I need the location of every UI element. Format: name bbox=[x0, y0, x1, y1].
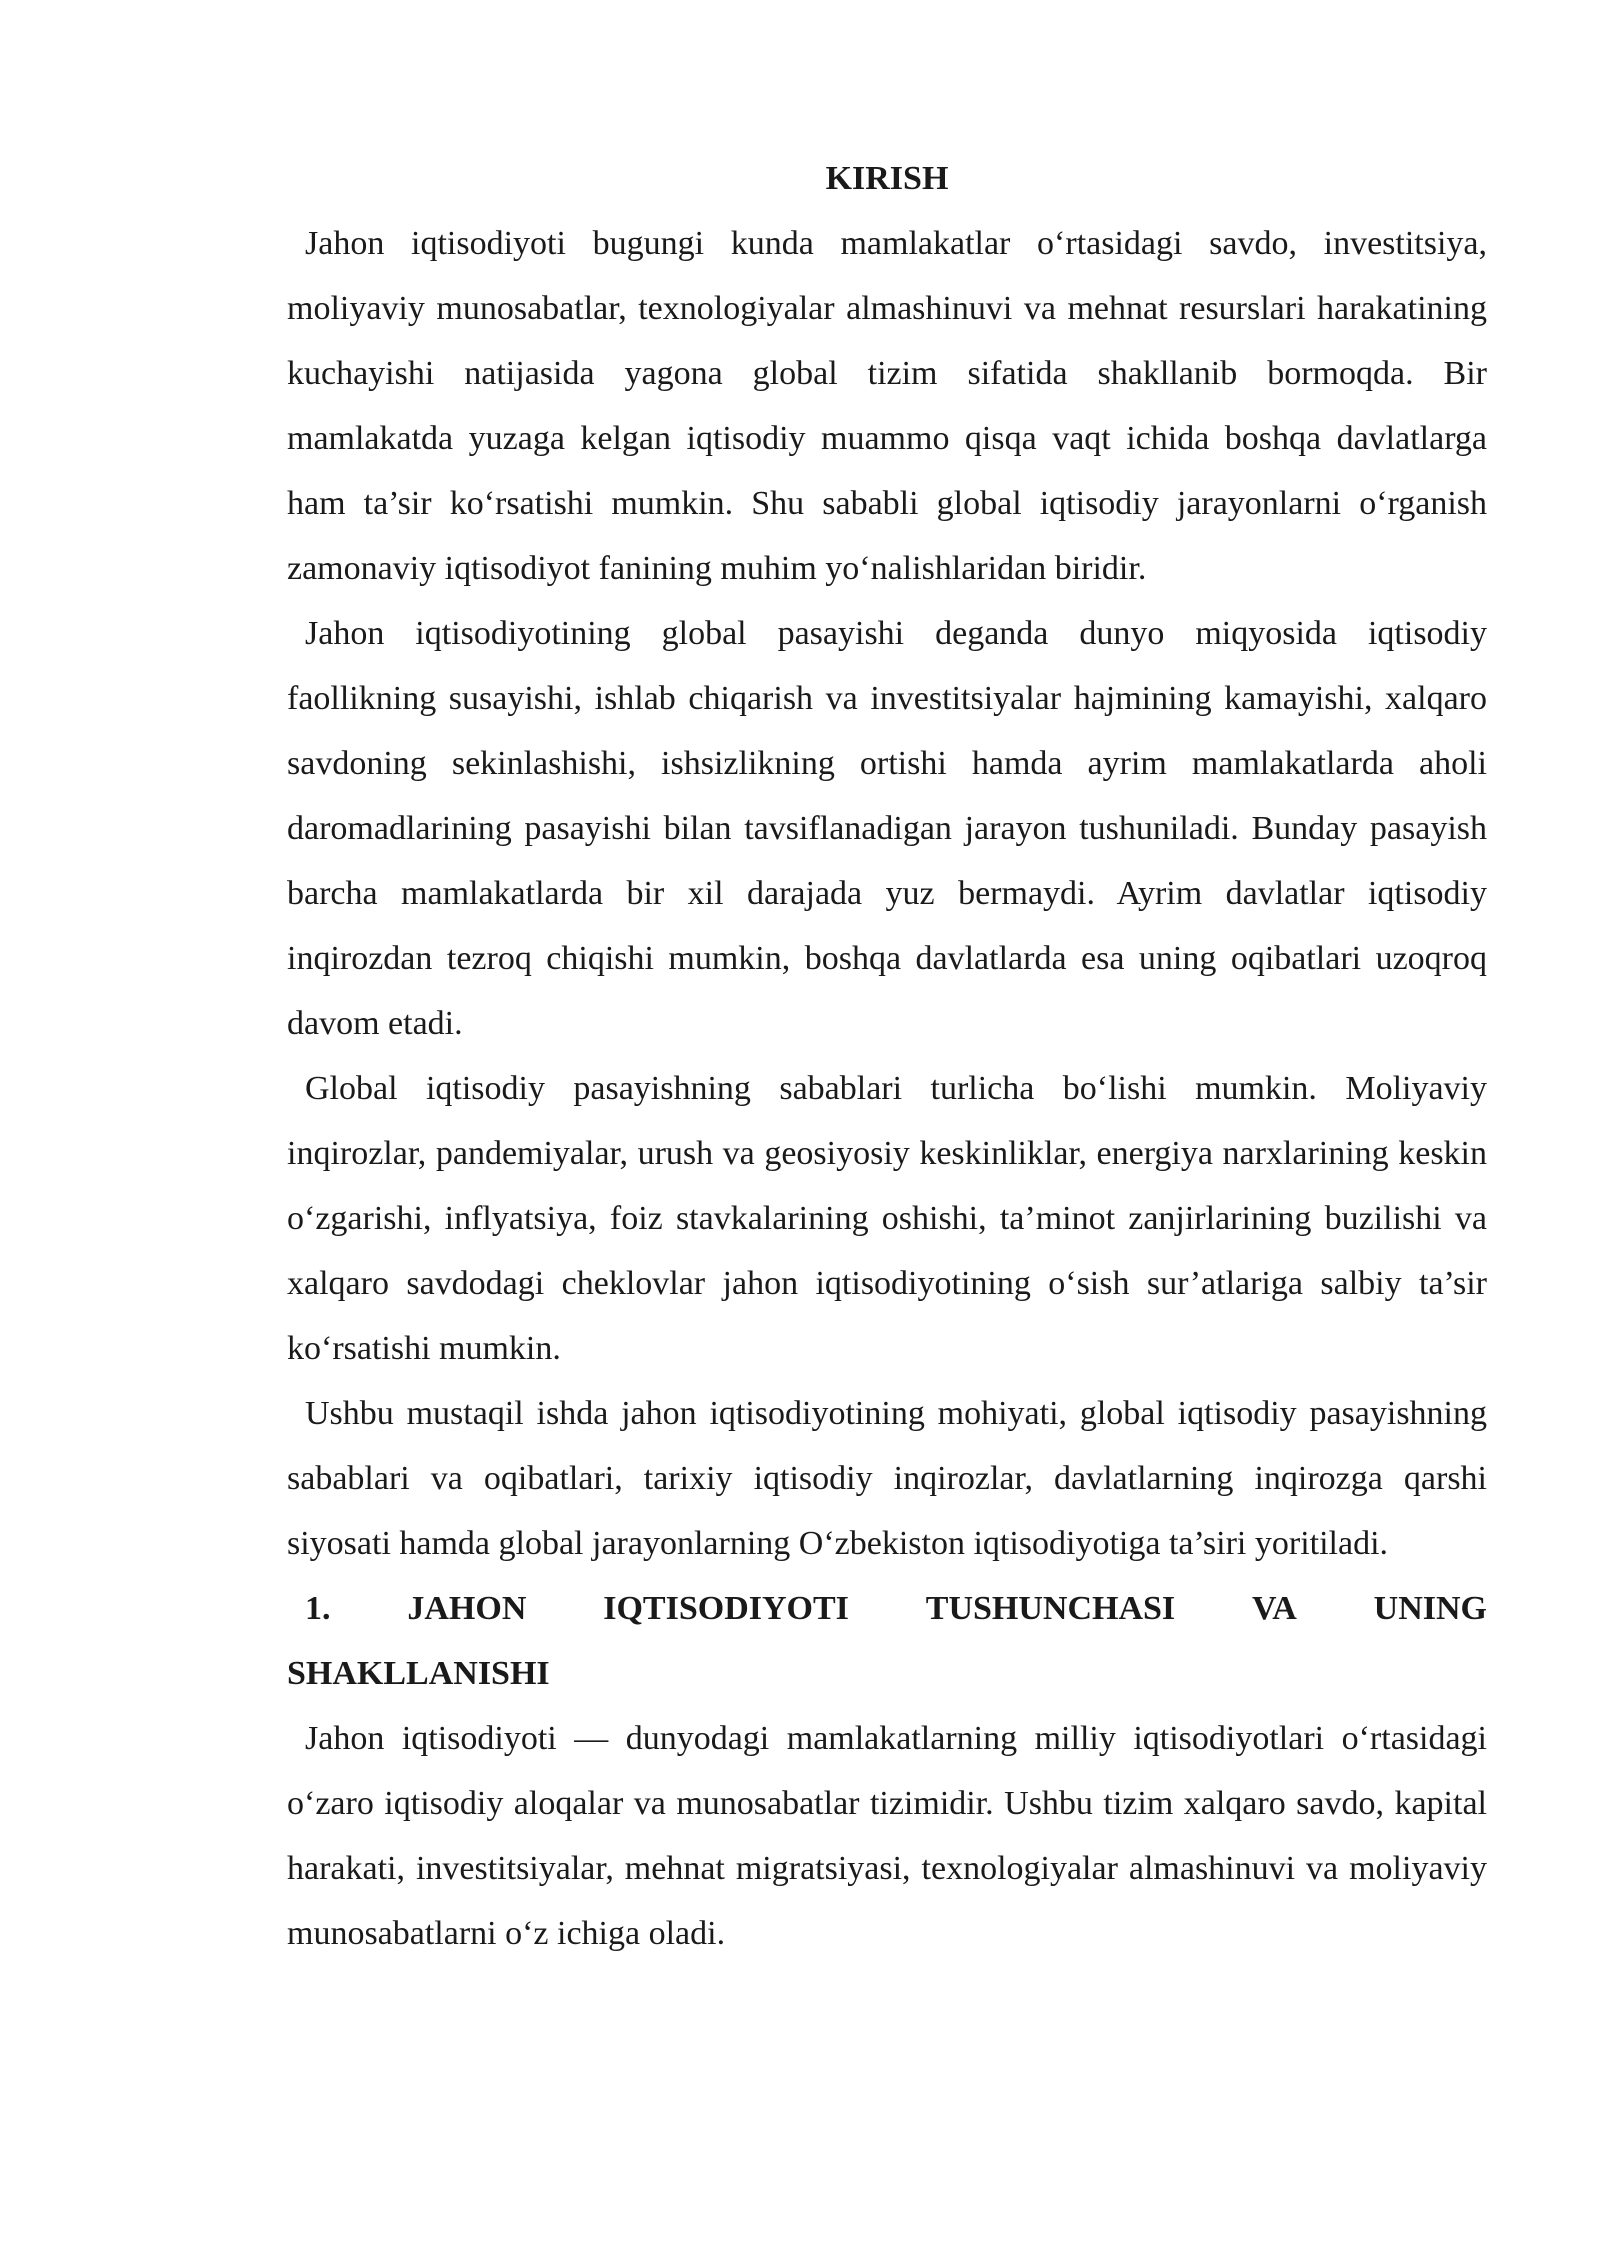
section-1-title-word: UNING bbox=[1373, 1590, 1487, 1627]
section-1-number: 1. bbox=[305, 1590, 331, 1627]
section-1-heading-line-1 bbox=[287, 1576, 1487, 1641]
section-1-title-word: JAHON bbox=[407, 1590, 527, 1627]
intro-paragraph-3: Global iqtisodiy pasayishning sabablari turlicha bo‘lishi mumkin. Moliyaviy inqirozlar, pandemiyalar, urush va geosiyosiy keskinliklar, energiya narxlarining keskin o‘zgarishi, inflyatsiya, foiz stavkalarining oshishi, ta’minot zanjirlarining buzilishi va xalqaro savdodagi cheklovlar jahon iqtisodiyotining o‘sish sur’atlariga salbiy ta’sir ko‘rsatishi mumkin. bbox=[287, 1070, 1487, 1367]
intro-paragraph-2: Jahon iqtisodiyotining global pasayishi deganda dunyo miqyosida iqtisodiy faollikning susayishi, ishlab chiqarish va investitsiyalar hajmining kamayishi, xalqaro savdoning sekinlashishi, ishsizlikning ortishi hamda ayrim mamlakatlarda aholi daromadlarining pasayishi bilan tavsiflanadigan jarayon tushuniladi. Bunday pasayish barcha mamlakatlarda bir xil darajada yuz bermaydi. Ayrim davlatlar iqtisodiy inqirozdan tezroq chiqishi mumkin, boshqa davlatlarda esa uning oqibatlari uzoqroq davom etadi. bbox=[287, 615, 1487, 1042]
section-1-title-word: IQTISODIYOTI bbox=[603, 1590, 849, 1627]
section-1-title-word: VA bbox=[1252, 1590, 1297, 1627]
section-1-title-word: TUSHUNCHASI bbox=[925, 1590, 1176, 1627]
section-1-heading bbox=[287, 1576, 1487, 1706]
section-1-heading-line-2: SHAKLLANISHI bbox=[287, 1655, 550, 1692]
document-body bbox=[287, 146, 1487, 1966]
intro-paragraph-1: Jahon iqtisodiyoti bugungi kunda mamlakatlar o‘rtasidagi savdo, investitsiya, moliyaviy munosabatlar, texnologiyalar almashinuvi va mehnat resurslari harakatining kuchayishi natijasida yagona global tizim sifatida shakllanib bormoqda. Bir mamlakatda yuzaga kelgan iqtisodiy muammo qisqa vaqt ichida boshqa davlatlarga ham ta’sir ko‘rsatishi mumkin. Shu sababli global iqtisodiy jarayonlarni o‘rganish zamonaviy iqtisodiyot fanining muhim yo‘nalishlaridan biridir. bbox=[287, 225, 1487, 587]
section-1-paragraph: Jahon iqtisodiyoti — dunyodagi mamlakatlarning milliy iqtisodiyotlari o‘rtasidagi o‘zaro iqtisodiy aloqalar va munosabatlar tizimidir. Ushbu tizim xalqaro savdo, kapital harakati, investitsiyalar, mehnat migratsiyasi, texnologiyalar almashinuvi va moliyaviy munosabatlarni o‘z ichiga oladi. bbox=[287, 1720, 1487, 1952]
intro-heading: KIRISH bbox=[825, 160, 949, 197]
intro-paragraph-4: Ushbu mustaqil ishda jahon iqtisodiyotining mohiyati, global iqtisodiy pasayishning sabablari va oqibatlari, tarixiy iqtisodiy inqirozlar, davlatlarning inqirozga qarshi siyosati hamda global jarayonlarning O‘zbekiston iqtisodiyotiga ta’siri yoritiladi. bbox=[287, 1395, 1487, 1562]
